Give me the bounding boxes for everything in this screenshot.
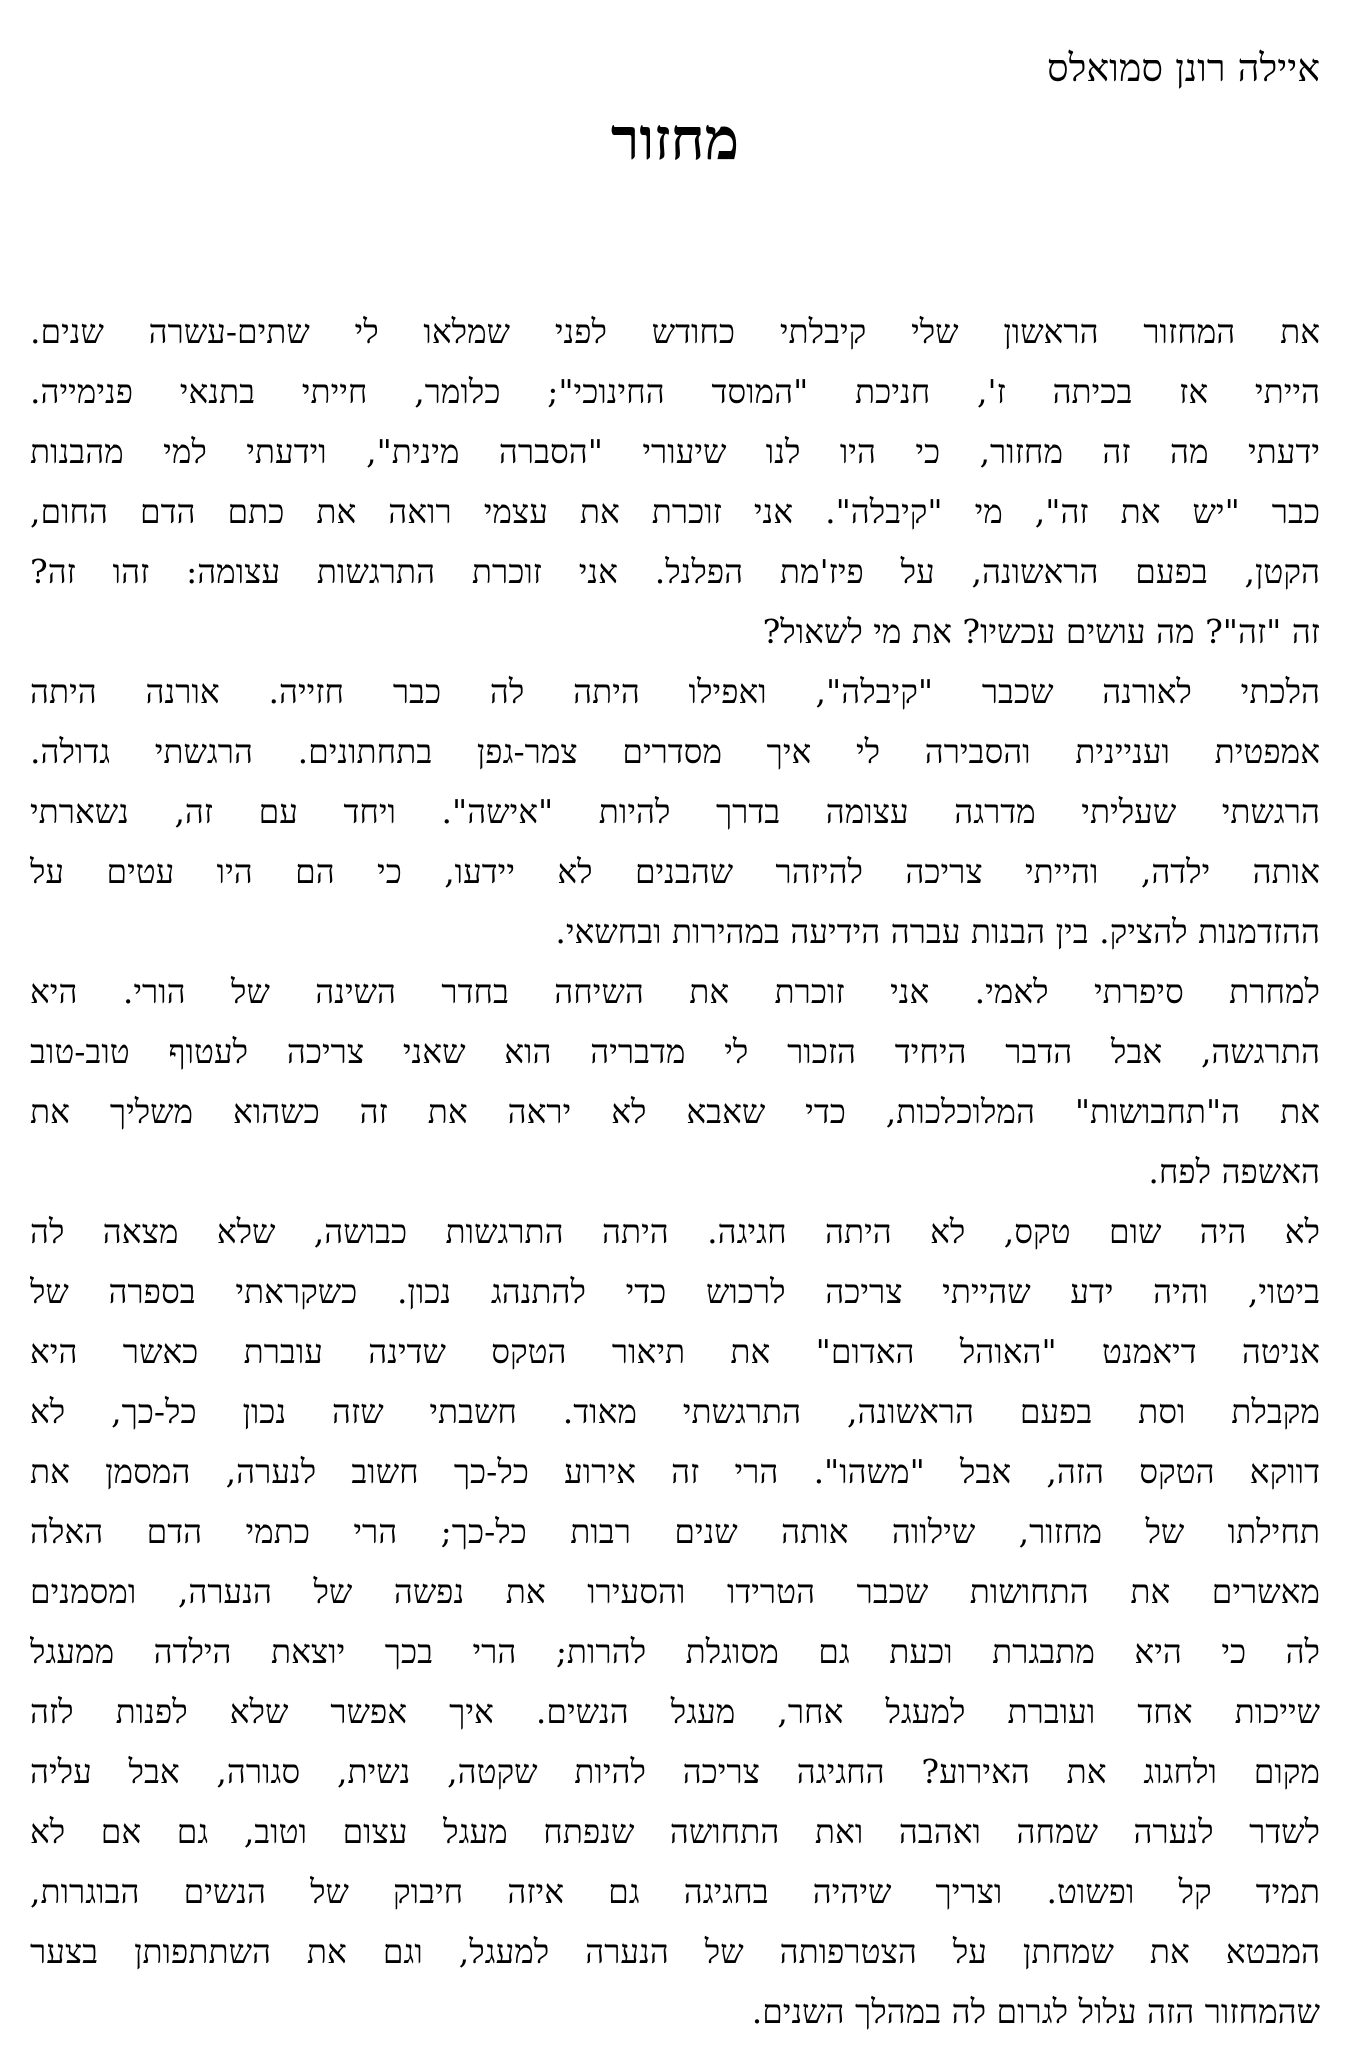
body-line: ידעתי מה זה מחזור, כי היו לנו שיעורי "הסברה מינית", וידעתי למי מהבנות xyxy=(30,432,1320,471)
body-line: את המחזור הראשון שלי קיבלתי כחודש לפני שמלאו לי שתים-עשרה שנים. xyxy=(30,312,1320,351)
body-line: אותה ילדה, והייתי צריכה להיזהר שהבנים לא יידעו, כי הם היו עטים על xyxy=(30,852,1320,891)
body-line: שהמחזור הזה עלול לגרום לה במהלך השנים. xyxy=(751,1992,1320,2031)
body-line: כבר "יש את זה", מי "קיבלה". אני זוכרת את עצמי רואה את כתם הדם החום, xyxy=(30,492,1320,531)
body-line: הייתי אז בכיתה ז', חניכת "המוסד החינוכי"; כלומר, חייתי בתנאי פנימייה. xyxy=(30,372,1320,411)
body-line: המבטא את שמחתן על הצטרפותה של הנערה למעגל, וגם את השתתפותן בצער xyxy=(30,1932,1320,1971)
body-line: את ה"תחבושות" המלוכלכות, כדי שאבא לא יראה את זה כשהוא משליך את xyxy=(30,1092,1320,1131)
body-line: דווקא הטקס הזה, אבל "משהו". הרי זה אירוע כל-כך חשוב לנערה, המסמן את xyxy=(30,1452,1320,1491)
body-line: לה כי היא מתבגרת וכעת גם מסוגלת להרות; הרי בכך יוצאת הילדה ממעגל xyxy=(30,1632,1320,1671)
body-line: זה "זה"? מה עושים עכשיו? את מי לשאול? xyxy=(762,612,1320,651)
body-line: הקטן, בפעם הראשונה, על פיז'מת הפלנל. אני זוכרת התרגשות עצומה: זהו זה? xyxy=(30,552,1320,591)
body-line: אמפטית ועניינית והסבירה לי איך מסדרים צמר-גפן בתחתונים. הרגשתי גדולה. xyxy=(30,732,1320,771)
author-name: איילה רונן סמואלס xyxy=(1046,46,1320,90)
body-line: למחרת סיפרתי לאמי. אני זוכרת את השיחה בחדר השינה של הורי. היא xyxy=(30,972,1320,1011)
body-line: מקום ולחגוג את האירוע? החגיגה צריכה להיות שקטה, נשית, סגורה, אבל עליה xyxy=(30,1752,1320,1791)
body-line: שייכות אחד ועוברת למעגל אחר, מעגל הנשים. איך אפשר שלא לפנות לזה xyxy=(30,1692,1320,1731)
body-line: אניטה דיאמנט "האוהל האדום" את תיאור הטקס שדינה עוברת כאשר היא xyxy=(30,1332,1320,1371)
page-title: מחזור xyxy=(610,105,740,173)
body-line: תחילתו של מחזור, שילווה אותה שנים רבות כל-כך; הרי כתמי הדם האלה xyxy=(30,1512,1320,1551)
body-line: האשפה לפח. xyxy=(1148,1152,1320,1191)
body-line: התרגשה, אבל הדבר היחיד הזכור לי מדבריה הוא שאני צריכה לעטוף טוב-טוב xyxy=(30,1032,1320,1071)
body-line: מאשרים את התחושות שכבר הטרידו והסעירו את נפשה של הנערה, ומסמנים xyxy=(30,1572,1320,1611)
body-line: הרגשתי שעליתי מדרגה עצומה בדרך להיות "אישה". ויחד עם זה, נשארתי xyxy=(30,792,1320,831)
body-line: לא היה שום טקס, לא היתה חגיגה. היתה התרגשות כבושה, שלא מצאה לה xyxy=(30,1212,1320,1251)
body-line: מקבלת וסת בפעם הראשונה, התרגשתי מאוד. חשבתי שזה נכון כל-כך, לא xyxy=(30,1392,1320,1431)
body-line: ביטוי, והיה ידע שהייתי צריכה לרכוש כדי להתנהג נכון. כשקראתי בספרה של xyxy=(30,1272,1320,1311)
body-line: הלכתי לאורנה שכבר "קיבלה", ואפילו היתה לה כבר חזייה. אורנה היתה xyxy=(30,672,1320,711)
body-line: לשדר לנערה שמחה ואהבה ואת התחושה שנפתח מעגל עצום וטוב, גם אם לא xyxy=(30,1812,1320,1851)
document-page xyxy=(30,0,1320,2048)
body-text xyxy=(30,302,1320,2042)
body-line: ההזדמנות להציק. בין הבנות עברה הידיעה במהירות ובחשאי. xyxy=(555,912,1320,951)
body-line: תמיד קל ופשוט. וצריך שיהיה בחגיגה גם איזה חיבוק של הנשים הבוגרות, xyxy=(30,1872,1320,1911)
